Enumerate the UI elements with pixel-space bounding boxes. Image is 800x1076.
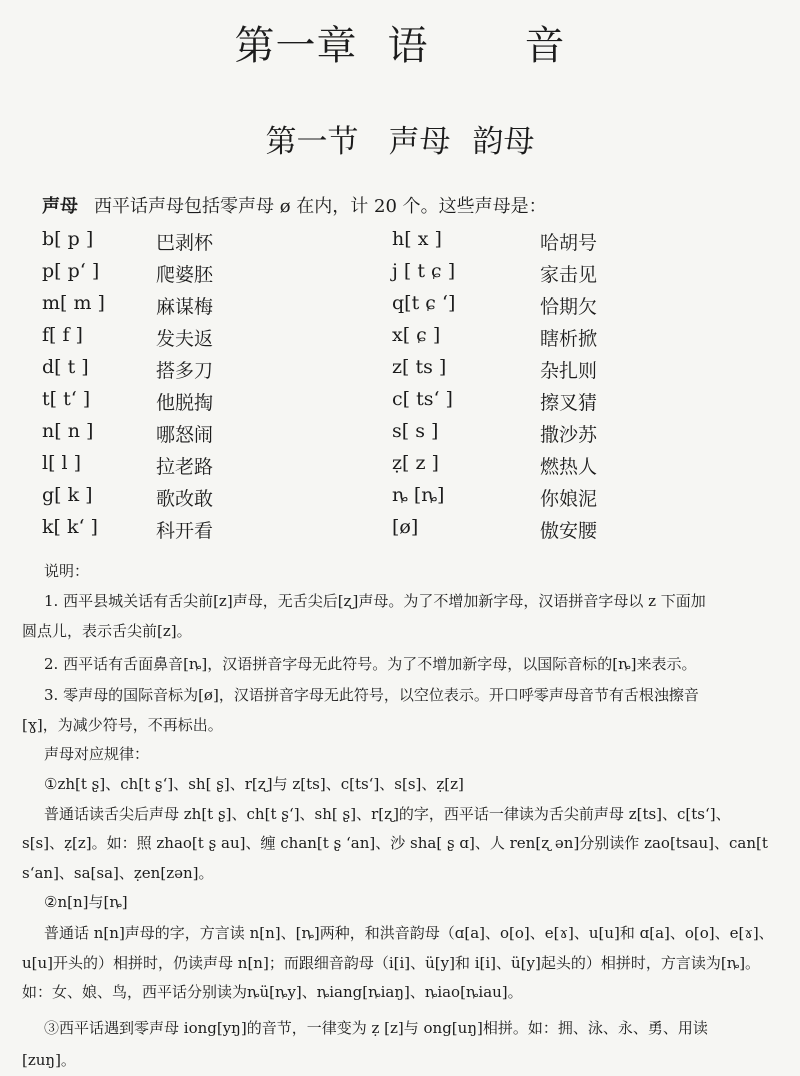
section-title-part2: 声母 xyxy=(388,124,451,160)
note-line: 2. 西平话有舌面鼻音[ȵ]，汉语拼音字母无此符号。为了不增加新字母，以国际音标的[ȵ]来表示。 xyxy=(44,655,697,673)
note-line: 3. 零声母的国际音标为[ø]，汉语拼音字母无此符号，以空位表示。开口呼零声母音节有舌根浊擦音 xyxy=(44,686,699,704)
initials-row xyxy=(0,292,800,324)
example-chars: 哈胡号 xyxy=(540,232,598,254)
initial-symbol: t[ t‘ ] xyxy=(42,388,91,410)
initial-symbol: [ø] xyxy=(392,516,419,538)
chapter-title-part1: 第一章 xyxy=(234,23,358,69)
example-chars: 科开看 xyxy=(156,520,214,542)
initials-row xyxy=(0,324,800,356)
note-line: 如：女、娘、鸟，西平话分别读为ȵü[ȵy]、ȵiang[ȵiaŋ]、ȵiao[ȵiau]。 xyxy=(22,983,523,1001)
example-chars: 瞎析掀 xyxy=(540,328,598,350)
note-line: u[u]开头的）相拼时，仍读声母 n[n]；而跟细音韵母（i[i]、ü[y]和 i[i]、ü[y]起头的）相拼时，方言读为[ȵ]。 xyxy=(22,954,761,972)
note-line: 1. 西平县城关话有舌尖前[z]声母，无舌尖后[ʐ]声母。为了不增加新字母，汉语拼音字母以 z 下面加 xyxy=(44,592,706,610)
initial-symbol: n[ n ] xyxy=(42,420,94,442)
note-line: 圆点儿，表示舌尖前[z]。 xyxy=(22,622,192,640)
note-line: ③西平话遇到零声母 iong[yŋ]的音节，一律变为 ẓ [z]与 ong[uŋ]相拼。如：拥、泳、永、勇、用读 xyxy=(44,1019,708,1037)
note-line: [ɣ]，为减少符号，不再标出。 xyxy=(22,716,223,734)
section-title xyxy=(0,116,800,161)
initial-symbol: m[ m ] xyxy=(42,292,105,314)
initials-row xyxy=(0,260,800,292)
initial-symbol: h[ x ] xyxy=(392,228,442,250)
example-chars: 恰期欠 xyxy=(540,296,598,318)
example-chars: 发夫返 xyxy=(156,328,214,350)
initial-symbol: q[t ɕ ‘] xyxy=(392,292,456,314)
initials-row xyxy=(0,452,800,484)
initial-symbol: d[ t ] xyxy=(42,356,89,378)
initial-symbol: x[ ɕ ] xyxy=(392,324,441,346)
example-chars: 擦叉猜 xyxy=(540,392,598,414)
initials-row xyxy=(0,516,800,548)
initial-symbol: ẓ[ z ] xyxy=(392,452,439,474)
section-title-part3: 韵母 xyxy=(472,124,535,160)
example-chars: 拉老路 xyxy=(156,456,214,478)
initials-row xyxy=(0,484,800,516)
example-chars: 巴剥杯 xyxy=(156,232,214,254)
example-chars: 傲安腰 xyxy=(540,520,598,542)
example-chars: 燃热人 xyxy=(540,456,598,478)
initials-intro xyxy=(42,192,547,218)
example-chars: 撒沙苏 xyxy=(540,424,598,446)
chapter-title-part2: 语 xyxy=(387,23,429,69)
note-line: [zuŋ]。 xyxy=(22,1051,76,1069)
example-chars: 你娘泥 xyxy=(540,488,598,510)
initials-row xyxy=(0,228,800,260)
initial-symbol: p[ p‘ ] xyxy=(42,260,100,282)
initial-symbol: l[ l ] xyxy=(42,452,82,474)
initials-row xyxy=(0,420,800,452)
note-line: s[s]、ẓ[z]。如：照 zhao[t ʂ au]、缠 chan[t ʂ ‘an]、沙 sha[ ʂ ɑ]、人 ren[ʐ ən]分别读作 zao[tsau]、can[t xyxy=(22,834,768,852)
chapter-title-part3: 音 xyxy=(524,23,566,69)
example-chars: 家击见 xyxy=(540,264,598,286)
initial-symbol: b[ p ] xyxy=(42,228,94,250)
note-line: 声母对应规律： xyxy=(44,745,150,763)
initial-symbol: f[ f ] xyxy=(42,324,83,346)
example-chars: 哪怒闹 xyxy=(156,424,214,446)
initial-symbol: ȵ [ȵ] xyxy=(392,484,445,506)
chapter-title xyxy=(0,14,800,71)
section-title-part1: 第一节 xyxy=(265,124,359,160)
note-line: 普通话读舌尖后声母 zh[t ʂ]、ch[t ʂ‘]、sh[ ʂ]、r[ʐ]的字，西平话一律读为舌尖前声母 z[ts]、c[ts‘]、 xyxy=(44,805,731,823)
initials-intro-text: 西平话声母包括零声母 ø 在内，计 20 个。这些声母是： xyxy=(94,196,547,217)
initial-symbol: s[ s ] xyxy=(392,420,439,442)
example-chars: 他脱掏 xyxy=(156,392,214,414)
initial-symbol: c[ ts‘ ] xyxy=(392,388,453,410)
initial-symbol: g[ k ] xyxy=(42,484,93,506)
note-line: 普通话 n[n]声母的字，方言读 n[n]、[ȵ]两种，和洪音韵母（ɑ[a]、o[o]、e[ɤ]、u[u]和 ɑ[a]、o[o]、e[ɤ]、 xyxy=(44,924,774,942)
example-chars: 爬婆胚 xyxy=(156,264,214,286)
initial-symbol: z[ ts ] xyxy=(392,356,447,378)
initials-row xyxy=(0,388,800,420)
initials-row xyxy=(0,356,800,388)
initials-heading: 声母 xyxy=(42,196,78,217)
note-line: ②n[n]与[ȵ] xyxy=(44,893,128,911)
example-chars: 麻谋梅 xyxy=(156,296,214,318)
initial-symbol: j [ t ɕ ] xyxy=(392,260,456,282)
note-line: s‘an]、sa[sa]、ẓen[zən]。 xyxy=(22,864,214,882)
example-chars: 搭多刀 xyxy=(156,360,214,382)
initial-symbol: k[ k‘ ] xyxy=(42,516,98,538)
example-chars: 杂扎则 xyxy=(540,360,598,382)
note-line: ①zh[t ʂ]、ch[t ʂ‘]、sh[ ʂ]、r[ʐ]与 z[ts]、c[ts‘]、s[s]、ẓ[z] xyxy=(44,775,464,793)
notes-heading: 说明： xyxy=(44,562,90,580)
example-chars: 歌改敢 xyxy=(156,488,214,510)
